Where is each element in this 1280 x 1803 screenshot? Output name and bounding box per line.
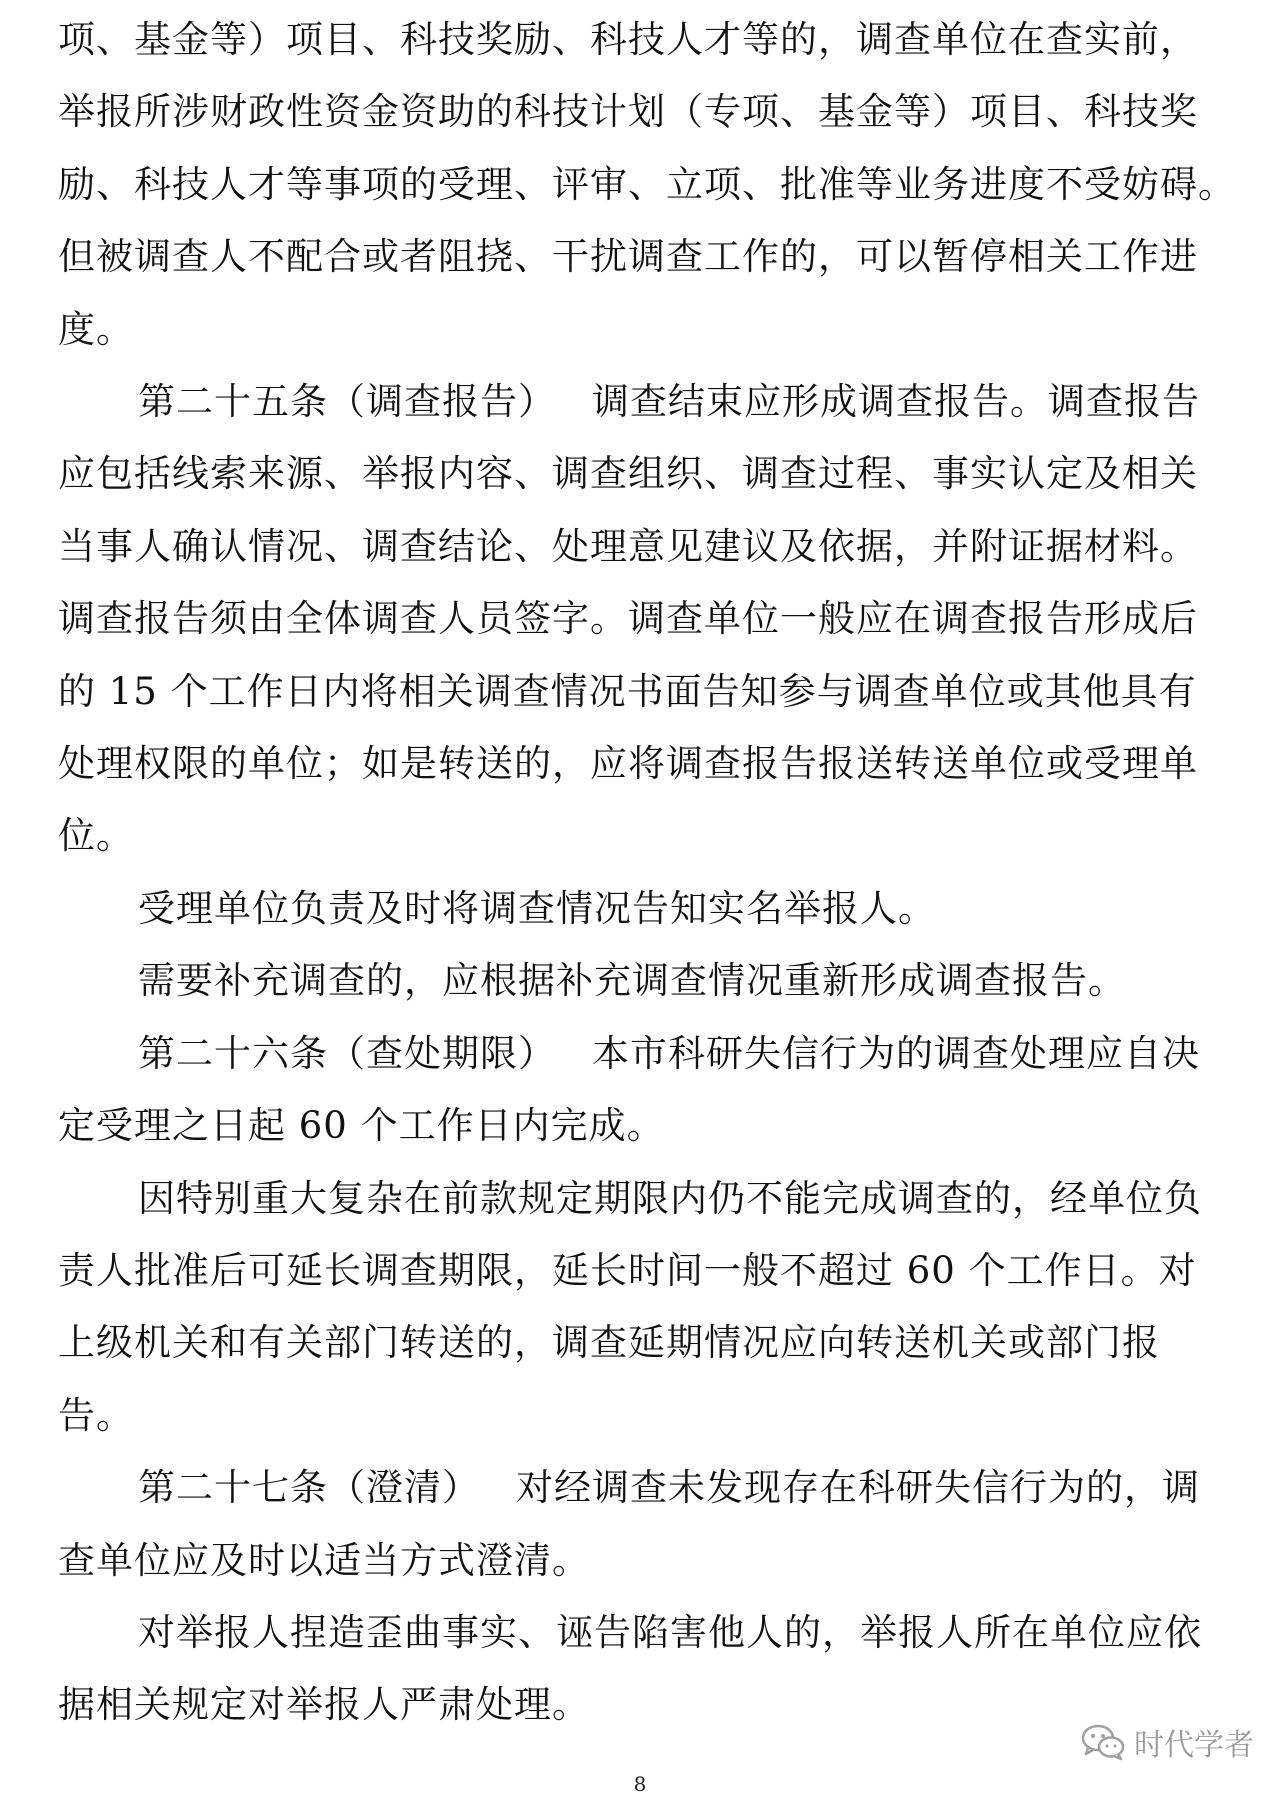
text-line: 上级机关和有关部门转送的，调查延期情况应向转送机关或部门报 xyxy=(58,1321,1160,1365)
text-line: 举报所涉财政性资金资助的科技计划（专项、基金等）项目、科技奖 xyxy=(58,90,1198,134)
watermark xyxy=(1080,1720,1254,1764)
text-line: 需要补充调查的，应根据补充调查情况重新形成调查报告。 xyxy=(138,959,1126,1003)
paragraph-continuation xyxy=(58,4,1236,366)
text-line: 应包括线索来源、举报内容、调查组织、调查过程、事实认定及相关 xyxy=(58,452,1198,496)
text-line: 对举报人捏造歪曲事实、诬告陷害他人的，举报人所在单位应依 xyxy=(138,1610,1202,1654)
text-line: 当事人确认情况、调查结论、处理意见建议及依据，并附证据材料。 xyxy=(58,524,1198,568)
document-page xyxy=(58,4,1236,1742)
paragraph-supplement xyxy=(58,945,1208,1017)
text-line: 受理单位负责及时将调查情况告知实名举报人。 xyxy=(138,886,936,930)
text-line: 因特别重大复杂在前款规定期限内仍不能完成调查的，经单位负 xyxy=(138,1176,1202,1220)
text-line: 位。 xyxy=(58,814,134,858)
text-line: 度。 xyxy=(58,307,134,351)
paragraph-false-report xyxy=(58,1597,1208,1742)
text-line: 的 15 个工作日内将相关调查情况书面告知参与调查单位或其他具有 xyxy=(58,669,1197,713)
article-26-title: 第二十六条（查处期限） xyxy=(138,1031,556,1075)
text-line: 告。 xyxy=(58,1393,134,1437)
text-line: 定受理之日起 60 个工作日内完成。 xyxy=(58,1104,665,1148)
text-line: 调查报告须由全体调查人员签字。调查单位一般应在调查报告形成后 xyxy=(58,597,1198,641)
text-line xyxy=(58,1018,1208,1090)
page-number: 8 xyxy=(633,1772,647,1796)
article-26 xyxy=(58,1018,1208,1163)
text-line: 责人批准后可延长调查期限，延长时间一般不超过 60 个工作日。对 xyxy=(58,1248,1197,1292)
text-line: 查单位应及时以适当方式澄清。 xyxy=(58,1538,590,1582)
text-line: 项、基金等）项目、科技奖励、科技人才等的，调查单位在查实前， xyxy=(58,18,1198,61)
text-line xyxy=(58,1452,1208,1524)
article-27-title: 第二十七条（澄清） xyxy=(138,1466,480,1510)
text-line: 据相关规定对举报人严肃处理。 xyxy=(58,1683,590,1727)
article-27 xyxy=(58,1452,1208,1597)
wechat-icon xyxy=(1080,1722,1126,1762)
article-25-title: 第二十五条（调查报告） xyxy=(138,380,556,424)
text-line: 励、科技人才等事项的受理、评审、立项、批准等业务进度不受妨碍。 xyxy=(58,162,1236,206)
paragraph-extension xyxy=(58,1163,1208,1453)
article-26-text: 本市科研失信行为的调查处理应自决 xyxy=(592,1031,1200,1075)
text-line: 但被调查人不配合或者阻挠、干扰调查工作的，可以暂停相关工作进 xyxy=(58,235,1198,279)
text-line xyxy=(58,366,1208,438)
paragraph-notify xyxy=(58,873,1208,945)
watermark-text: 时代学者 xyxy=(1134,1728,1254,1763)
article-25-text: 调查结束应形成调查报告。调查报告 xyxy=(592,380,1200,424)
text-line: 处理权限的单位；如是转送的，应将调查报告报送转送单位或受理单 xyxy=(58,742,1198,786)
article-25 xyxy=(58,366,1208,873)
article-27-text: 对经调查未发现存在科研失信行为的，调 xyxy=(516,1466,1200,1510)
